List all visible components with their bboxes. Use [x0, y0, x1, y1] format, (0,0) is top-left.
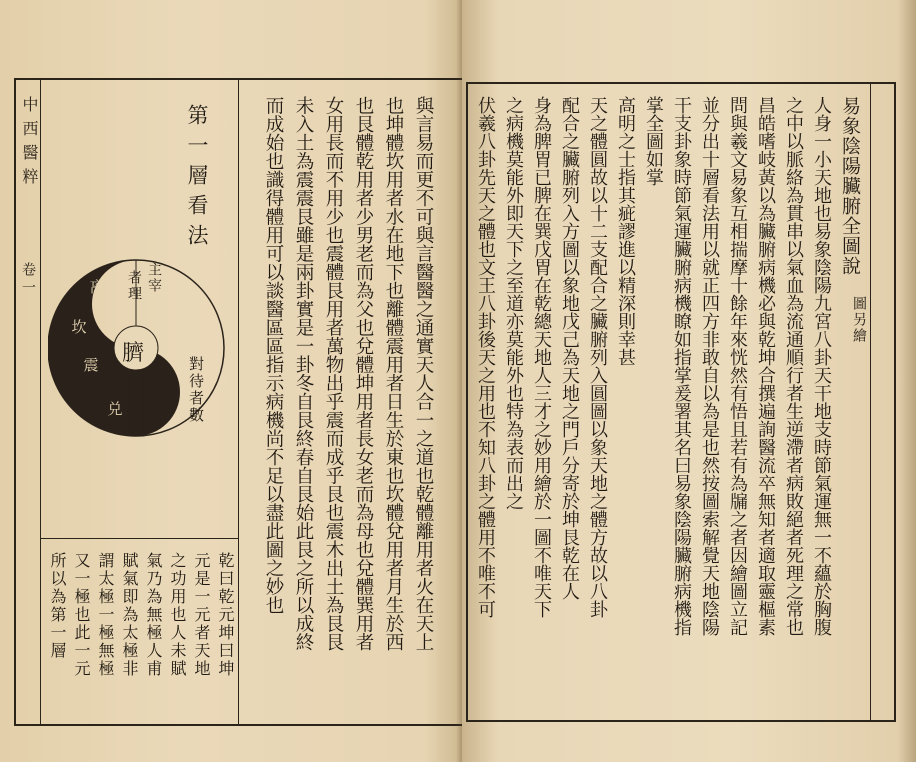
right-body-col-1: 人身一小天地也易象陰陽九宮八卦天干地支時節氣運無一不蘊於胸腹 [811, 96, 832, 636]
left-body-col-6: 而成始也識得體用可以談醫區區指示病機尚不足以盡此圖之妙也 [263, 96, 284, 614]
diagram-label-zheli: 者理 [126, 270, 142, 302]
right-body-col-6: 干支卦象時節氣運臟腑病機瞭如指掌爰署其名曰易象陰陽臟腑病機指 [671, 96, 692, 636]
right-page [462, 0, 916, 762]
note-col-8: 所以為第一層 [48, 552, 67, 660]
left-body-col-1: 與言易而更不可與言醫醫之通實天人合一之道也乾體離用者火在天上 [413, 96, 434, 651]
note-col-1: 乾曰乾元坤曰坤 [216, 552, 235, 678]
right-body-col-2: 之中以脈絡為貫串以氣血為流通順行者生逆滯者病敗絕者死理之常也 [783, 96, 804, 636]
right-body-col-12: 之病機莫能外即天下之至道亦莫能外也特為表而出之 [503, 96, 524, 510]
right-body-col-3: 昌皓嗜岐黃以為臟腑病機必與乾坤合撰遍詢醫流卒無知者適取靈樞素 [755, 96, 776, 636]
note-col-6: 謂太極一極無極 [96, 552, 115, 678]
left-body-col-2: 也坤體坎用者水在地下也離體震用者日生於東也坎體兌用者月生於西 [383, 96, 404, 651]
right-body-col-11: 身為脾胃已脾在巽戊胃在乾總天地人三才之妙用繪於一圖不唯天下 [531, 96, 552, 618]
right-body-col-13: 伏羲八卦先天之體也文王八卦後天之用也不知八卦之體用不唯不可 [475, 96, 496, 618]
note-col-4: 氣乃為無極人甫 [144, 552, 163, 678]
left-edge-mark: 卷一 [20, 262, 36, 298]
diagram-center-label: 臍 [122, 341, 145, 366]
note-col-5: 賦氣即為太極非 [120, 552, 139, 678]
right-body-col-7: 掌全圖如掌 [643, 96, 664, 186]
left-note-rule [40, 538, 238, 539]
right-body-col-9: 天之體圓故以十二支配合之臟腑列入圓圖以象天地之體方故以八卦 [587, 96, 608, 618]
right-body-col-8: 高明之士指其疵謬進以精深則幸甚 [615, 96, 636, 366]
trigram-label-3: 震 [83, 356, 99, 374]
trigram-label-2: 坎 [71, 318, 87, 336]
diagram-label-zhuzai: 主宰 [146, 262, 162, 294]
trigram-label-4: 兑 [107, 400, 123, 418]
left-divider [238, 78, 239, 726]
section-title: 第一層看法 [185, 104, 209, 254]
right-body-col-10: 配合之臟腑列入方圖以象地戊己為天地之門戶分寄於坤艮乾在人 [559, 96, 580, 600]
note-col-2: 元是一元者天地 [192, 552, 211, 678]
right-body-col-4: 問與羲文易象互相揣摩十餘年來恍然有悟且若有為牖之者因繪圖立記 [727, 96, 748, 636]
right-title-note: 圖另繪 [851, 296, 867, 344]
trigram-label-1: 离 [89, 278, 105, 296]
left-edge-title: 中西醫粹 [20, 96, 39, 192]
right-edge-rule [870, 82, 871, 722]
left-body-col-5: 未入土為震震艮雖是兩卦實是一卦冬自艮終春自艮始此艮之所以成終 [293, 96, 314, 651]
note-col-3: 之功用也人未賦 [168, 552, 187, 678]
right-body-col-5: 並分出十層看法用以就正四方非敢自以為是也然按圖索解覺天地陰陽 [699, 96, 720, 636]
right-title: 易象陰陽臟腑全圖說 [839, 96, 861, 276]
left-body-col-4: 女用長而不用少也震體艮用者萬物出乎震而成乎艮也震木出土為艮艮 [323, 96, 344, 651]
left-body-col-3: 也艮體乾用者少男老而為父也兌體坤用者長女老而為母也兌體巽用者 [353, 96, 374, 651]
note-col-7: 又一極也此一元 [72, 552, 91, 678]
diagram-label-duidai: 對待者數 [187, 356, 205, 424]
